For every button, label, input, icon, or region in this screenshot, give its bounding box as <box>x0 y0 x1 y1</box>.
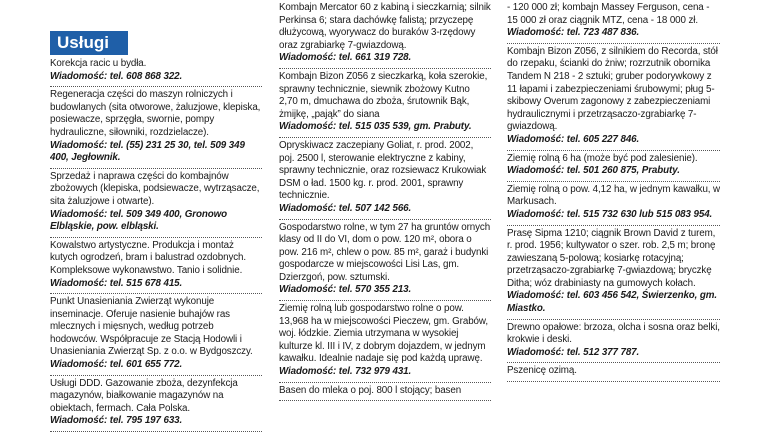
classified-ad <box>507 0 720 44</box>
ad-text: Kombajn Bizon Z056, z silnikiem do Recorda, stół do rzepaku, ścianki do żniw; rozrzutnik obornika Tandem N 218 - 2 sztuki; gruber podorywkowy z 11 łapami i zabezpieczeniami śrubowymi; pług 5-skibowy Overum zagonowy z zabezpieczeniami hydraulicznymi i przetrząsaczo-zgrabiarkę 7-gwiazdową. <box>507 45 718 133</box>
ad-contact: Wiadomość: tel. 515 732 630 lub 515 083 954. <box>507 208 713 220</box>
ad-text: - 120 000 zł; kombajn Massey Ferguson, cena - 15 000 zł oraz ciągnik MTZ, cena - 18 000 zł. <box>507 2 710 26</box>
ad-text: Kowalstwo artystyczne. Produkcja i montaż kutych ogrodzeń, bram i balustrad ozdobnych. Kompleksowe wykonawstwo. Tanio i solidnie. <box>50 239 247 276</box>
classified-ad <box>507 320 720 364</box>
classified-ad <box>507 151 720 182</box>
ad-text: Ziemię rolną o pow. 4,12 ha, w jednym kawałku, w Markusach. <box>507 183 720 208</box>
column-1 <box>50 34 262 432</box>
column-2 <box>279 0 491 432</box>
classified-ad <box>279 0 491 69</box>
classified-ad <box>50 34 262 87</box>
ad-contact: Wiadomość: tel. 515 035 539, gm. Prabuty. <box>279 121 472 133</box>
ad-text: Gospodarstwo rolne, w tym 27 ha gruntów ornych klasy od II do VI, dom o pow. 120 m², obora o pow. 216 m², chlew o pow. 85 m², garaż i budynki gospodarcze w miejscowości Lisi Las, gm. Dzierzgoń, pow. sztumski. <box>279 221 491 283</box>
ad-text: Pszenicę ozimą. <box>507 365 577 377</box>
ad-contact: Wiadomość: tel. (55) 231 25 30, tel. 509 349 400, Jegłownik. <box>50 139 245 164</box>
ad-contact: Wiadomość: tel. 661 319 728. <box>279 52 412 64</box>
classified-ad <box>279 69 491 138</box>
ad-text: Opryskiwacz zaczepiany Goliat, r. prod. 2002, poj. 2500 l, sterowanie elektryczne z kabiny, sprawny technicznie, oraz rozsiewacz Krukowiak DSM o ład. 1500 kg. r. prod. 2001, sprawny technicznie. <box>279 139 487 202</box>
ad-contact: Wiadomość: tel. 732 979 431. <box>279 366 412 378</box>
ad-contact: Wiadomość: tel. 509 349 400, Gronowo Elbląskie, pow. elbląski. <box>50 208 228 233</box>
classified-ad <box>50 376 262 432</box>
ad-text: Korekcja racic u bydła. <box>50 58 147 69</box>
ad-text: Usługi DDD. Gazowanie zboża, dezynfekcja magazynów, białkowanie magazynów na obiektach, fermach. Cała Polska. <box>50 377 238 414</box>
classified-ad <box>507 182 720 226</box>
ad-contact: Wiadomość: tel. 723 487 836. <box>507 27 640 39</box>
ad-contact: Wiadomość: tel. 512 377 787. <box>507 346 640 358</box>
ad-text: Basen do mleka o poj. 800 l stojący; basen <box>279 384 462 396</box>
ad-text: Prasę Sipma 1210; ciągnik Brown David z turem, r. prod. 1956; kultywator o szer. rob. 2,5 m; bronę zawieszaną 5-polową; kosiarkę rotacyjną; przetrząsaczo-zgrabiarkę 7-gwiazdową; bryczkę Ditha; wóz drabiniasty na gumowych kołach. <box>507 227 716 289</box>
ad-contact: Wiadomość: tel. 603 456 542, Świerzenko, gm. Miastko. <box>507 290 718 315</box>
classified-ad <box>507 44 720 151</box>
classified-ad <box>279 220 491 302</box>
ad-contact: Wiadomość: tel. 601 655 772. <box>50 359 183 371</box>
classified-ad <box>279 138 491 220</box>
ad-contact: Wiadomość: tel. 515 678 415. <box>50 277 183 289</box>
ad-text: Kombajn Mercator 60 z kabiną i sieczkarnią; silnik Perkinsa 6; stara dachówkę falistą; przyczepę dłużycową, wyorywacz do buraków 3-rzędowy oraz zgrabiarkę 7-gwiazdową. <box>279 2 491 51</box>
ad-contact: Wiadomość: tel. 507 142 566. <box>279 202 412 214</box>
ad-text: Punkt Unasieniania Zwierząt wykonuje inseminacje. Oferuje nasienie buhajów ras mlecznych i mięsnych, według potrzeb hodowców. Współpracuje ze Stacją Hodowli i Unasieniania Zwierząt Sp. z o.o. w Bydgoszczy. <box>50 296 253 358</box>
section-title: Usługi <box>50 31 128 55</box>
ad-text: Kombajn Bizon Z056 z sieczkarką, koła szerokie, sprawny technicznie, siewnik zbożowy Kutno 2,70 m, dmuchawa do zboża, śrutownik Bąk, żmijkę, „pająk” do siana <box>279 70 488 120</box>
ad-text: Regeneracja części do maszyn rolniczych i budowlanych (sita otworowe, żaluzjowe, klepiska, posiewacze, sprzęgła, swornie, pompy hydrauliczne, siłowniki, rozdzielacze). <box>50 89 261 138</box>
classified-ad <box>507 363 720 382</box>
classified-ad <box>50 87 262 169</box>
classified-ad <box>279 383 491 402</box>
classified-ad <box>50 238 262 294</box>
ad-text: Sprzedaż i naprawa części do kombajnów zbożowych (klepiska, podsiewacze, wytrząsacze, sita żaluzjowe i otwarte). <box>50 170 260 207</box>
ad-contact: Wiadomość: tel. 605 227 846. <box>507 133 640 145</box>
column-3 <box>507 0 720 432</box>
classified-ad <box>50 294 262 376</box>
ad-contact: Wiadomość: tel. 570 355 213. <box>279 284 412 296</box>
ad-contact: Wiadomość: tel. 795 197 633. <box>50 415 183 427</box>
classified-ad <box>507 226 720 320</box>
ad-text: Drewno opałowe: brzoza, olcha i sosna oraz belki, krokwie i deski. <box>507 321 720 346</box>
ad-text: Ziemię rolną lub gospodarstwo rolne o pow. 13,968 ha w miejscowości Pieczew, gm. Grabów, woj. łódzkie. Ziemia utrzymana w wysokiej kulturze kl. III i IV, z dobrym dojazdem, w jednym kawałku. Idealnie nadaje się pod każdą uprawę. <box>279 303 488 365</box>
ad-contact: Wiadomość: tel. 501 260 875, Prabuty. <box>507 165 680 177</box>
ad-text: Ziemię rolną 6 ha (może być pod zalesienie). <box>507 152 698 164</box>
classified-ad <box>279 301 491 383</box>
ad-contact: Wiadomość: tel. 608 868 322. <box>50 70 183 82</box>
classified-ad <box>50 169 262 238</box>
